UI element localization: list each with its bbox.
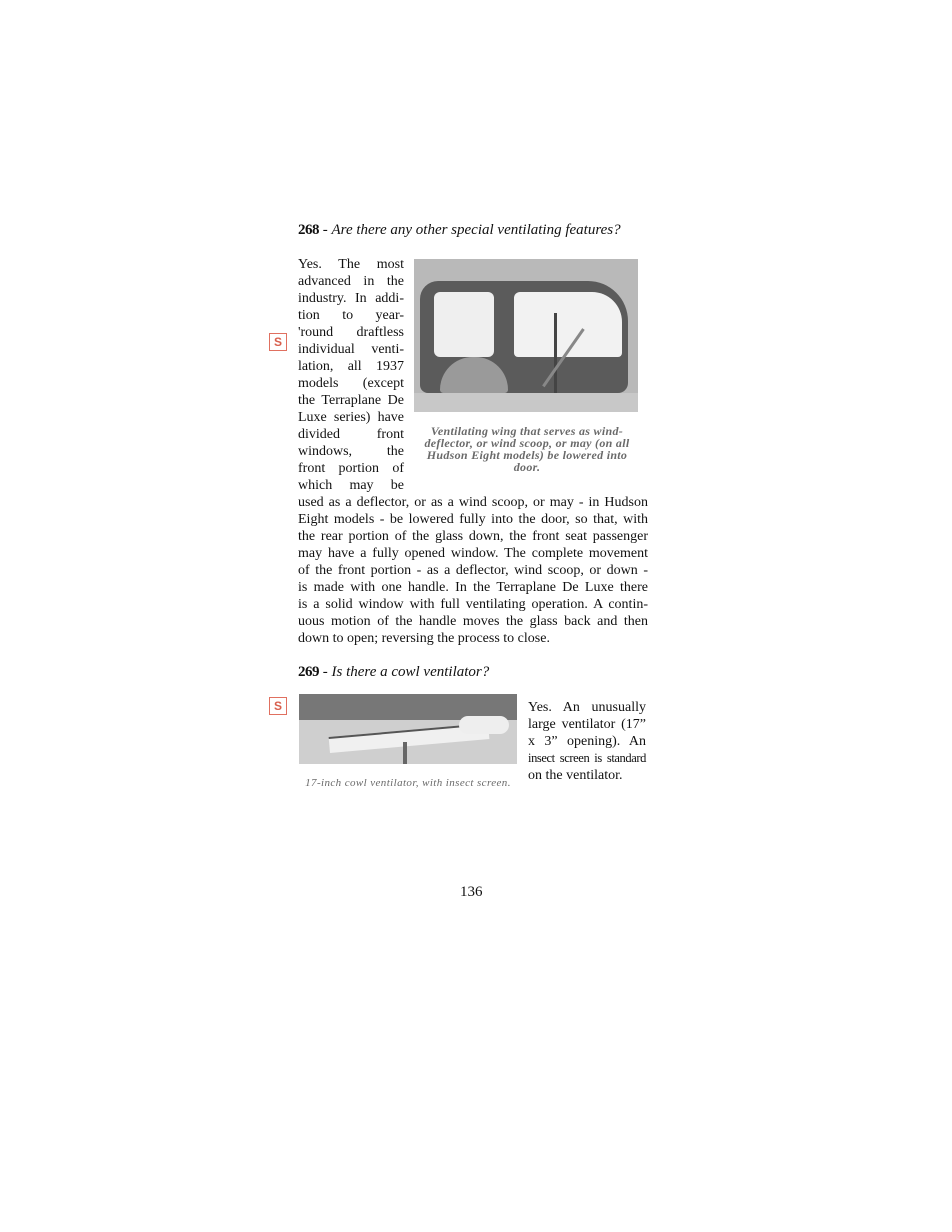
- question-268-heading: [298, 221, 621, 239]
- text-line: may have a fully opened window. The complete movement: [298, 546, 648, 561]
- text-line: Luxe series) have: [298, 410, 404, 425]
- question-text: Is there a cowl ventilator?: [331, 664, 490, 680]
- text-line: uous motion of the handle moves the glass back and then: [298, 614, 648, 629]
- separator: -: [319, 664, 332, 680]
- caption-line: door.: [513, 460, 541, 474]
- question-269-heading: [298, 663, 489, 681]
- text-line: Yes. An unusually: [528, 700, 646, 715]
- door-sill: [414, 393, 638, 412]
- text-line: on the ventilator.: [528, 768, 623, 783]
- text-line: windows, the: [298, 444, 404, 459]
- text-line: Yes. The most: [298, 257, 404, 272]
- answer-268-full-width: [298, 494, 648, 647]
- window-divider: [554, 313, 557, 393]
- text-line: x 3” opening). An: [528, 734, 646, 749]
- hand: [459, 716, 509, 734]
- answer-269: [528, 699, 646, 784]
- question-number: 268: [298, 222, 319, 238]
- text-line: is made with one handle. In the Terraplane De Luxe there: [298, 580, 648, 595]
- caption-line: Hudson Eight models) be lowered into: [426, 448, 628, 462]
- text-line: Eight models - be lowered fully into the door, so that, with: [298, 512, 648, 527]
- text-line: tion to year-: [298, 308, 404, 323]
- text-line: divided front: [298, 427, 404, 442]
- answer-268-narrow-column: [298, 256, 404, 494]
- figure-caption-268: [414, 425, 640, 473]
- text-line: industry. In addi-: [298, 291, 404, 306]
- caption-line: deflector, or wind scoop, or may (on all: [424, 436, 630, 450]
- text-line: front portion of: [298, 461, 404, 476]
- question-number: 269: [298, 664, 319, 680]
- text-line: of the front portion - as a deflector, wind scoop, or down -: [298, 563, 648, 578]
- text-line: 'round draftless: [298, 325, 404, 340]
- text-line: insect screen is standard: [528, 751, 646, 765]
- text-line: used as a deflector, or as a wind scoop, or may - in Hudson: [298, 495, 648, 510]
- s-badge-icon: S: [269, 333, 287, 351]
- text-line: which may be: [298, 478, 404, 493]
- text-line: large ventilator (17”: [528, 717, 646, 732]
- cowl-ventilator-photo-icon: [299, 694, 517, 764]
- text-line: advanced in the: [298, 274, 404, 289]
- page-number: 136: [460, 884, 483, 900]
- text-line: lation, all 1937: [298, 359, 404, 374]
- rear-window: [434, 292, 494, 357]
- text-line: the Terraplane De: [298, 393, 404, 408]
- caption-line: Ventilating wing that serves as wind-: [430, 424, 624, 438]
- support-post: [403, 742, 407, 764]
- text-line: the rear portion of the glass down, the front seat passenger: [298, 529, 648, 544]
- text-line: is a solid window with full ventilating operation. A contin-: [298, 597, 648, 612]
- text-line: models (except: [298, 376, 404, 391]
- s-badge-icon: S: [269, 697, 287, 715]
- question-text: Are there any other special ventilating features?: [331, 222, 621, 238]
- text-line: individual venti-: [298, 342, 404, 357]
- car-door-window-photo-icon: [414, 259, 638, 412]
- figure-caption-269: 17-inch cowl ventilator, with insect screen.: [305, 777, 511, 789]
- text-line: down to open; reversing the process to close.: [298, 631, 550, 646]
- separator: -: [319, 222, 332, 238]
